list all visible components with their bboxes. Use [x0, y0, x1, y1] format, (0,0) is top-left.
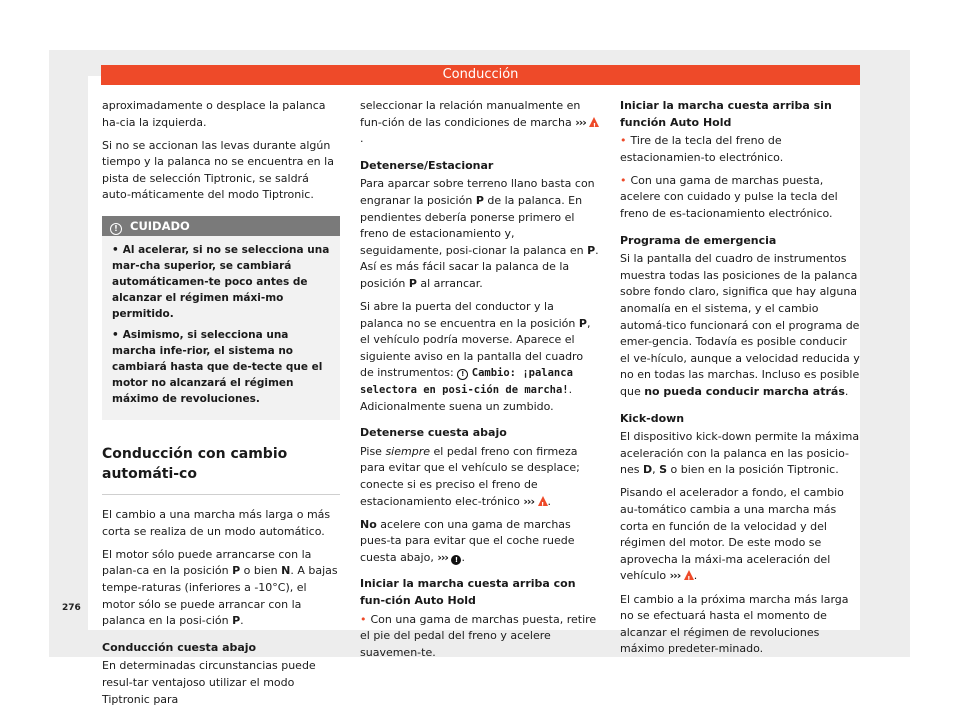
info-dot-icon: !: [451, 555, 461, 565]
paragraph: Pisando el acelerador a fondo, el cambio au-tomático cambia a una marcha más corta en función de la velocidad y del régimen del motor. De este modo se aprovecha la máxi-ma aceleración del vehículo ››› ! .: [620, 485, 860, 585]
caution-item: • Al acelerar, si no se selecciona una mar-cha superior, se cambiará automáticamen-te poco antes de alcanzar el régimen máxi-mo permitido.: [112, 244, 330, 321]
indicator-ring-icon: !: [457, 369, 468, 380]
caution-body: [102, 236, 340, 407]
paragraph: seleccionar la relación manualmente en fun-ción de las condiciones de marcha ››› !.: [360, 98, 600, 148]
paragraph: Si la pantalla del cuadro de instrumentos muestra todas las posiciones de la palanca sobre fondo claro, significa que hay alguna anomalía en el sistema, y el cambio automá-tico funcionará con el programa de emer-gencia. Todavía es posible conducir el ve-hículo, aunque a velocidad reducida y no en todas las marchas. Incluso es posible que no pueda conducir marcha atrás.: [620, 252, 860, 398]
bullet-icon: •: [620, 134, 627, 148]
column-3: [620, 98, 860, 664]
paragraph: No acelere con una gama de marchas pues-ta para evitar que el coche ruede cuesta abajo, ››› ! .: [360, 517, 575, 564]
warning-triangle-icon: [538, 496, 548, 506]
caution-title: CUIDADO: [130, 219, 190, 234]
reference-marker: ›››: [523, 494, 534, 508]
subheading: Iniciar la marcha cuesta arriba sin función Auto Hold: [620, 99, 832, 129]
bullet-item: • Con una gama de marchas puesta, acelere con cuidado y pulse la tecla del freno de es-tacionamiento electrónico.: [620, 173, 838, 221]
paragraph: En determinadas circunstancias puede resul-tar ventajoso utilizar el modo Tiptronic para: [102, 659, 316, 706]
column-2: [360, 98, 600, 668]
bullet-item: • Con una gama de marchas puesta, retire el pie del pedal del freno y acelere suavemen-te.: [360, 612, 597, 659]
paragraph: Pise siempre el pedal freno con firmeza para evitar que el vehículo se desplace; conecte si es preciso el freno de estacionamiento elec-trónico ››› ! .: [360, 444, 600, 510]
caution-item: • Asimismo, si selecciona una marcha infe-rior, el sistema no cambiará hasta que de-tecte que el motor no alcanzará el régimen máximo de revoluciones.: [112, 329, 323, 406]
bullet-icon: •: [112, 329, 119, 342]
page-number: 276: [62, 603, 81, 613]
paragraph: Si abre la puerta del conductor y la palanca no se encuentra en la posición P, el vehículo podría moverse. Aparece el siguiente aviso en la pantalla del cuadro de instrumentos: ! Cambio: ¡palanca selectora en posi-ción de marcha!. Adicionalmente suena un zumbido.: [360, 300, 591, 413]
reference-marker: ›››: [437, 550, 448, 564]
warning-triangle-icon: [589, 117, 599, 127]
subheading: Iniciar la marcha cuesta arriba con fun-ción Auto Hold: [360, 577, 576, 608]
subheading: Kick-down: [620, 411, 685, 425]
paragraph: Si no se accionan las levas durante algún tiempo y la palanca no se encuentra en la pista de selección Tiptronic, se saldrá auto-máticamente del modo Tiptronic.: [102, 138, 334, 202]
bullet-icon: •: [620, 173, 627, 187]
paragraph: El cambio a una marcha más larga o más corta se realiza de un modo automático.: [102, 508, 331, 538]
paragraph: El motor sólo puede arrancarse con la palan-ca en la posición P o bien N. A bajas tempe-raturas (inferiores a -10°C), el motor sólo se puede arrancar con la palanca en la posi-ción P.: [102, 547, 338, 628]
reference-marker: ›››: [669, 569, 681, 583]
bullet-icon: •: [360, 612, 367, 626]
subheading: Programa de emergencia: [620, 233, 777, 247]
subheading: Conducción cuesta abajo: [102, 640, 257, 654]
bullet-icon: •: [112, 244, 119, 257]
warning-triangle-icon: [684, 570, 694, 580]
caution-header: [102, 216, 340, 236]
column-1: [102, 98, 340, 715]
section-title: Conducción con cambio automáti-co: [102, 444, 340, 495]
paragraph: Para aparcar sobre terreno llano basta con engranar la posición P de la palanca. En pendientes debería ponerse primero el freno de estacionamiento y, seguidamente, posi-cionar la palanca en P. Así es más fácil sacar la palanca de la posición P al arrancar.: [360, 177, 599, 290]
caution-box: [102, 216, 340, 420]
subheading: Detenerse cuesta abajo: [360, 426, 507, 440]
reference-marker: ›››: [575, 115, 586, 129]
chapter-header: Conducción: [101, 65, 860, 85]
bullet-item: • Tire de la tecla del freno de estacionamien-to electrónico.: [620, 134, 784, 164]
subheading: Detenerse/Estacionar: [360, 158, 494, 172]
paragraph: aproximadamente o desplace la palanca ha-cia la izquierda.: [102, 99, 326, 129]
instrument-message: Cambio: ¡palanca selectora en posi-ción de marcha!: [360, 367, 573, 396]
caution-circle-icon: !: [110, 223, 122, 235]
paragraph: El cambio a la próxima marcha más larga no se efectuará hasta el momento de alcanzar el régimen de revoluciones máximo predeter-minado.: [620, 592, 849, 656]
paragraph: El dispositivo kick-down permite la máxima aceleración con la palanca en las posicio-nes D, S o bien en la posición Tiptronic.: [620, 430, 860, 477]
